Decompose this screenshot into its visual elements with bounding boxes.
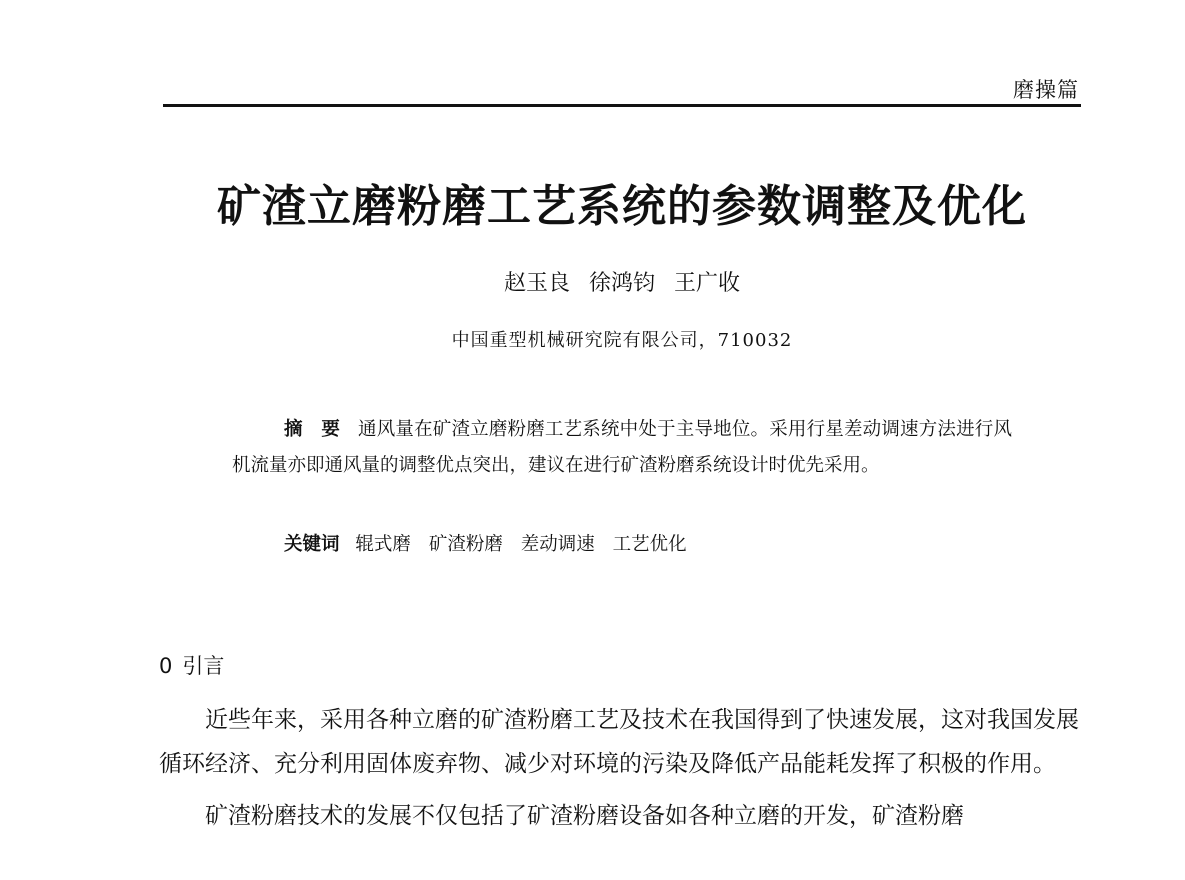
header-rule [163,104,1081,107]
paragraph: 近些年来，采用各种立磨的矿渣粉磨工艺及技术在我国得到了快速发展，这对我国发展循环经济、充分利用固体废弃物、减少对环境的污染及降低产品能耗发挥了积极的作用。 [159,707,1079,777]
author-name: 徐鸿钧 [588,271,655,296]
section-heading [159,650,224,680]
keyword: 矿渣粉磨 [428,534,503,555]
abstract-label: 摘 要 [284,419,347,440]
section-tag: 磨操篇 [1013,78,1079,102]
author-name: 赵玉良 [503,271,570,296]
affiliation: 中国重型机械研究院有限公司，710032 [451,330,793,351]
keyword: 差动调速 [520,534,595,555]
abstract [232,412,1012,484]
keywords [284,530,699,556]
keywords-label: 关键词 [284,534,340,555]
section-number: 0 [159,654,173,678]
author-list [163,266,1081,297]
author-name: 王广收 [674,271,741,296]
keyword: 辊式磨 [355,534,411,555]
abstract-text: 通风量在矿渣立磨粉磨工艺系统中处于主导地位。采用行星差动调速方法进行风机流量亦即通风量的调整优点突出，建议在进行矿渣粉磨系统设计时优先采用。 [232,419,1012,476]
paragraph: 矿渣粉磨技术的发展不仅包括了矿渣粉磨设备如各种立磨的开发，矿渣粉磨 [205,803,964,829]
keyword: 工艺优化 [612,534,687,555]
body-text [159,698,1079,846]
section-title: 引言 [182,654,225,678]
paper-title: 矿渣立磨粉磨工艺系统的参数调整及优化 [217,181,1027,232]
